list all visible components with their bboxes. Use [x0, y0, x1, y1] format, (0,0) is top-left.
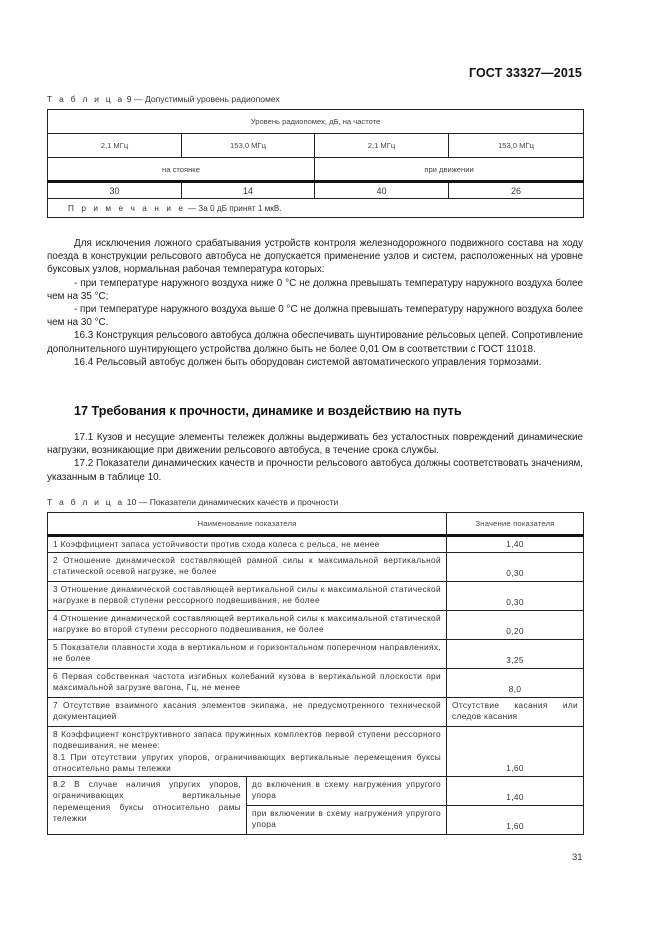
table9-title-row	[48, 110, 584, 134]
table9-freq-cell: 2,1 МГц	[48, 134, 182, 158]
indicator-value: 0,30	[447, 553, 584, 582]
indicator-name-main: 8 Коэффициент конструктивного запаса пружинных комплектов первой ступени рессорного подвешивания, не менее:	[53, 729, 442, 751]
indicator-value: 3,25	[447, 640, 584, 669]
indicator-name: 5 Показатели плавности хода в вертикальном и горизонтальном поперечном направлениях, не более	[48, 640, 447, 669]
table10-header-row	[48, 513, 584, 536]
paragraph-17-1: 17.1 Кузов и несущие элементы тележек должны выдерживать без усталостных повреждений динамические нагрузки, возникающие при движении рельсового автобуса, в течение срока службы.	[47, 432, 583, 457]
indicator-value: 1,60	[447, 806, 584, 835]
table9-frequency-row	[48, 134, 584, 158]
indicator-name: 1 Коэффициент запаса устойчивости против схода колеса с рельса, не менее	[48, 536, 447, 553]
indicator-value: 1,40	[447, 536, 584, 553]
table9-value-cell: 40	[315, 182, 449, 199]
table9-value-cell: 26	[449, 182, 584, 199]
paragraph-17-2: 17.2 Показатели динамических качеств и прочности рельсового автобуса должны соответствовать значениям, указанным в таблице 10.	[47, 458, 583, 483]
table10-row	[48, 698, 584, 727]
table9-note-cell	[48, 199, 584, 218]
table9-note-row	[48, 199, 584, 218]
table10-row	[48, 553, 584, 582]
table10-dynamic-indicators	[47, 512, 584, 835]
table10-caption-prefix: Т а б л и ц а	[47, 497, 125, 507]
indicator-subcondition: при включении в схему нагружения упругого упора	[247, 806, 447, 835]
indicator-name: 7 Отсутствие взаимного касания элементов экипажа, не предусмотренного технической документацией	[48, 698, 447, 727]
table10-row	[48, 640, 584, 669]
paragraph-16-intro: Для исключения ложного срабатывания устройств контроля железнодорожного подвижного состава на ходу поезда в конструкции рельсового автобуса не допускается применение узлов и систем, расположенных на уровне буксовых узлов, нормальная рабочая температура которых:	[47, 238, 583, 276]
indicator-value: 1,40	[447, 777, 584, 806]
indicator-name	[48, 727, 447, 777]
table9-caption-title: 9 — Допустимый уровень радиопомех	[124, 94, 280, 104]
table9-note-prefix: П р и м е ч а н и е	[68, 203, 186, 213]
table9-caption-prefix: Т а б л и ц а	[47, 94, 125, 104]
table9-mode-cell: на стоянке	[48, 158, 315, 182]
table10-row	[48, 536, 584, 553]
indicator-value: 1,60	[447, 727, 584, 777]
table9-mode-row	[48, 158, 584, 182]
indicator-value: 0,20	[447, 611, 584, 640]
table9-mode-cell: при движении	[315, 158, 584, 182]
table9-note-text: — За 0 дБ принят 1 мкВ.	[185, 203, 282, 213]
table10-row	[48, 611, 584, 640]
indicator-name: 2 Отношение динамической составляющей рамной силы к максимальной вертикальной статической осевой нагрузке, не более	[48, 553, 447, 582]
table9-value-cell: 14	[182, 182, 315, 199]
indicator-name: 8.2 В случае наличия упругих упоров, ограничивающих вертикальные перемещения буксы относительно рамы тележки	[48, 777, 247, 835]
table10-row	[48, 727, 584, 777]
table9-freq-cell: 153,0 МГц	[182, 134, 315, 158]
table9-value-cell: 30	[48, 182, 182, 199]
indicator-name-sub: 8.1 При отсутствии упругих упоров, ограничивающих вертикальные перемещения буксы относительно рамы тележки	[53, 751, 442, 773]
table10-row	[48, 582, 584, 611]
indicator-name: 6 Первая собственная частота изгибных колебаний кузова в вертикальной плоскости при максимальной загрузке вагона, Гц, не менее	[48, 669, 447, 698]
table9-freq-cell: 2,1 МГц	[315, 134, 449, 158]
table9-value-row	[48, 182, 584, 199]
table10-header-name: Наименование показателя	[48, 513, 447, 536]
page-number: 31	[572, 852, 583, 863]
section16-text	[47, 237, 583, 369]
table9-radio-interference	[47, 109, 584, 218]
document-code: ГОСТ 33327—2015	[468, 66, 582, 80]
indicator-subcondition: до включения в схему нагружения упругого упора	[247, 777, 447, 806]
indicator-value: Отсутствие касания или следов касания	[447, 698, 584, 727]
table10-row	[48, 669, 584, 698]
indicator-name: 3 Отношение динамической составляющей вертикальной силы к максимальной статической нагрузке в первой ступени рессорного подвешивания, не более	[48, 582, 447, 611]
section17-text	[47, 431, 583, 484]
paragraph-16-3: 16.3 Конструкция рельсового автобуса должна обеспечивать шунтирование рельсовых цепей. Сопротивление дополнительного шунтирующего устройства должно быть не более 0,01 Ом в соответствии с ГОСТ 11018.	[47, 330, 583, 355]
table10-caption-title: 10 — Показатели динамических качеств и прочности	[124, 497, 339, 507]
paragraph-16-4: 16.4 Рельсовый автобус должен быть оборудован системой автоматического управления тормозами.	[74, 356, 542, 368]
table9-freq-cell: 153,0 МГц	[449, 134, 584, 158]
section17-heading: 17 Требования к прочности, динамике и воздействию на путь	[74, 404, 462, 418]
indicator-name: 4 Отношение динамической составляющей вертикальной силы к максимальной статической нагрузке во второй ступени рессорного подвешивания, не более	[48, 611, 447, 640]
table9-caption	[47, 94, 280, 104]
table9-title-cell: Уровень радиопомех, дБ, на частоте	[48, 110, 584, 134]
table10-header-value: Значение показателя	[447, 513, 584, 536]
table10-caption	[47, 497, 338, 507]
bullet-below-zero: - при температуре наружного воздуха ниже 0 °С не должна превышать температуру наружного воздуха более чем на 35 °С;	[47, 277, 583, 302]
bullet-above-zero: - при температуре наружного воздуха выше 0 °С не должна превышать температуру наружного воздуха более чем на 30 °С.	[47, 304, 584, 329]
indicator-value: 0,30	[447, 582, 584, 611]
table10-row-8-2a	[48, 777, 584, 806]
indicator-value: 8,0	[447, 669, 584, 698]
